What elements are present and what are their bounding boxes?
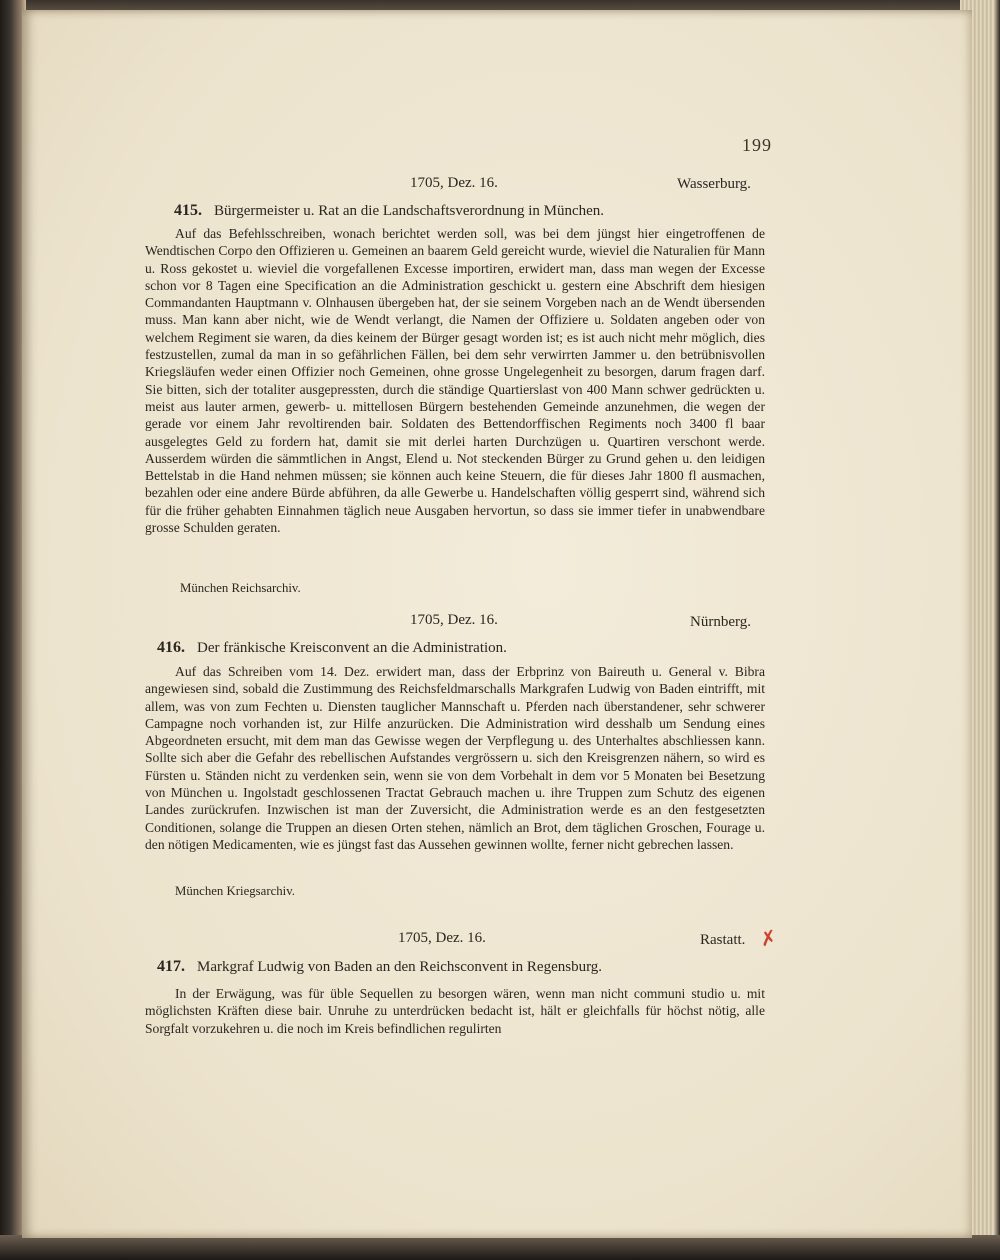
entry-source: München Kriegsarchiv.	[175, 884, 295, 898]
entry-body: Auf das Schreiben vom 14. Dez. erwidert man, dass der Erbprinz von Baireuth u. General v. Bibra angewiesen sind, sobald die Zustimmung des Reichsfeldmarschalls Markgrafen Ludwig von Baden eintrifft, mit allem, was von zum Fechten u. Diensten tauglicher Mannschaft u. Pferden nach überstandener, sehr schwerer Campagne noch vorhanden ist, zur Hilfe anzurücken. Die Administration wird desshalb um Sendung eines Abgeordneten ersucht, mit dem man das Gewisse wegen der Verpflegung u. des Unterhaltes abschliessen kann. Sollte sich aber die Gefahr des rebellischen Aufstandes vergrössern u. sich den Kreisgrenzen nähern, so wird es Fürsten u. Ständen nicht zu verdenken sein, wenn sie von dem Vorbehalt in dem vor 5 Monaten bei Besetzung von München u. Ingolstadt geschlossenen Tractat Gebrauch machen u. ihre Truppen zum Schutz des eigenen Landes zurückrufen. Inzwischen ist man der Zuversicht, die Administration werde es an den festgesetzten Conditionen, solange die Truppen an diesen Orten stehen, nämlich an Brot, dem täglichen Groschen, Fourage u. den nötigen Medicamenten, wie es jüngst fast das Aussehen gewinnen wollte, ferner nicht gebrechen lassen.	[145, 664, 765, 852]
entry-heading-text: Der fränkische Kreisconvent an die Administration.	[197, 640, 507, 656]
entry-number: 416.	[157, 639, 185, 656]
entry-heading-text: Bürgermeister u. Rat an die Landschaftsverordnung in München.	[214, 203, 605, 219]
red-check-mark-icon: ✗	[757, 924, 780, 952]
entry-body: Auf das Befehlsschreiben, wonach berichtet werden soll, was bei dem jüngst hier eingetroffenen de Wendtischen Corpo den Offizieren u. Gemeinen an baarem Geld gereicht wurde, wieviel die Naturalien für Mann u. Ross gekostet u. wieviel die vorgefallenen Excesse importiren, erwidert man, dass man wegen der Excesse schon vor 8 Tagen eine Specification an die Administration geschickt u. gestern eine Abschrift dem hiesigen Commandanten Hauptmann v. Olnhausen übergeben hat, der sie seinem Vorgeben nach an de Wendt übersenden muss. Man kann aber nicht, wie de Wendt verlangt, die Namen der Offiziere u. Soldaten angeben oder von welchem Regiment sie waren, da dies keinem der Bürger gesagt worden ist; es ist auch nicht mehr möglich, dies festzustellen, zumal da man in so gefährlichen Fällen, bei dem sehr verwirrten Jammer u. den betrübnisvollen Kriegsläufen weder einen Offizier noch Gemeinen, ohne grosse Ungelegenheit zu besorgen, darum fragen darf. Sie bitten, sich der totaliter ausgepressten, durch die ständige Quartierslast von 400 Mann schwer gedrückten u. meist aus lauter armen, gewerb- u. mittellosen Bürgern bestehenden Gemeinde anzunehmen, die wegen der gerade vor einem Jahr revoltirenden bair. Soldaten des Bettendorffischen Regiments noch 3400 fl baar ausgelegtes Geld zu fordern hat, damit sie mit derlei harten Durchzügen u. Quartiren verschont werde. Ausserdem würden die sämmtlichen in Angst, Elend u. Not steckenden Bürger zu Grund gehen u. den leidigen Bettelstab in die Hand nehmen müssen; sie können auch keine Steuern, die für dieses Jahr 1800 fl ausmachen, bezahlen oder eine andere Bürde abführen, da alle Gewerbe u. Handelschaften völlig gesperrt sind, während sich für die früher gehabten Einnahmen täglich neue Ausgaben hervortun, so dass sie immer tiefer in unabwendbare grosse Schulden geraten.	[145, 226, 765, 536]
entry-place: Nürnberg.	[690, 614, 751, 630]
entry-place: Wasserburg.	[677, 176, 751, 192]
entry-place: Rastatt.	[700, 932, 746, 948]
entry-date: 1705, Dez. 16.	[410, 612, 498, 628]
entry-number: 415.	[174, 202, 202, 219]
entry-number: 417.	[157, 958, 185, 975]
entry-date: 1705, Dez. 16.	[398, 930, 486, 946]
entry-heading	[157, 639, 507, 657]
entry-heading	[157, 958, 602, 976]
entry-source: München Reichsarchiv.	[180, 581, 301, 595]
page-number: 199	[742, 135, 772, 155]
entry-date: 1705, Dez. 16.	[410, 175, 498, 191]
book-bottom-edge	[0, 1235, 1000, 1260]
entry-body: In der Erwägung, was für üble Sequellen zu besorgen wären, wenn man nicht communi studio u. mit möglichsten Kräften diese bair. Unruhe zu unterdrücken bedacht ist, hält er gleichfalls für höchst nötig, alle Sorgfalt vorzukehren u. die noch im Kreis befindlichen regulirten	[145, 986, 765, 1036]
entry-heading-text: Markgraf Ludwig von Baden an den Reichsconvent in Regensburg.	[197, 959, 603, 975]
entry-heading	[174, 202, 604, 220]
